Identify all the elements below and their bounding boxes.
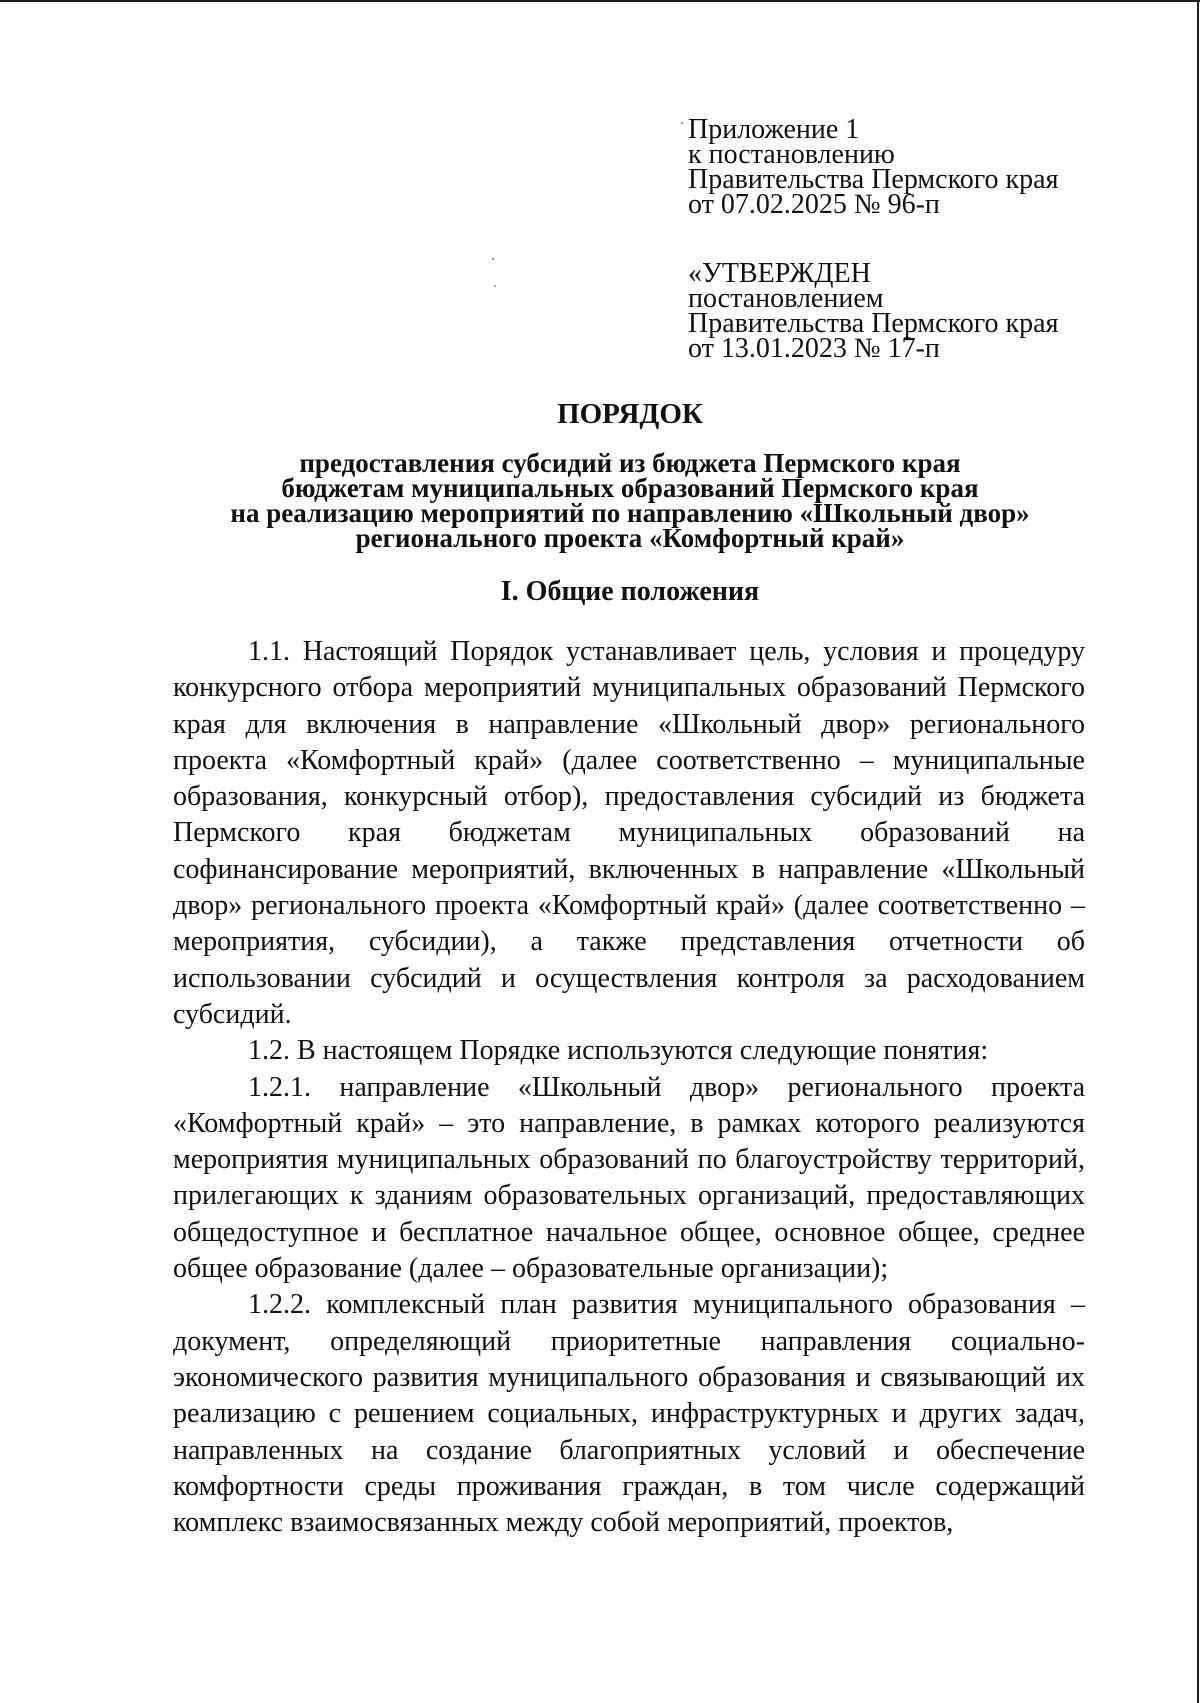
scan-edge-right: [1197, 0, 1199, 1703]
document-body: [173, 634, 1085, 1541]
scan-speck: [494, 285, 496, 287]
paragraph: 1.2. В настоящем Порядке используются следующие понятия:: [248, 1035, 989, 1067]
appendix-line: Приложение 1: [688, 114, 860, 145]
scan-edge-top: [0, 0, 1200, 2]
document-title: ПОРЯДОК: [557, 398, 703, 430]
paragraph: 1.2.1. направление «Школьный двор» регионального проекта «Комфортный край» – это направление, в рамках которого реализуются мероприятия муниципальных образований по благоустройству территорий, прилегающих к зданиям образовательных организаций, предоставляющих общедоступное и бесплатное начальное общее, основное общее, среднее общее образование (далее – образовательные организации);: [173, 1071, 1085, 1285]
approval-line: «УТВЕРЖДЕН: [688, 258, 871, 289]
appendix-line: Правительства Пермского края: [688, 164, 1059, 195]
paragraph: 1.2.2. комплексный план развития муниципального образования – документ, определяющий приоритетные направления социально-экономического развития муниципального образования и связывающий их реализацию с решением социальных, инфраструктурных и других задач, направленных на создание благоприятных условий и обеспечение комфортности среды проживания граждан, в том числе содержащий комплекс взаимосвязанных между собой мероприятий, проектов,: [173, 1289, 1085, 1539]
approval-line: постановлением: [688, 283, 884, 314]
subtitle-line: регионального проекта «Комфортный край»: [355, 523, 905, 553]
subtitle-line: предоставления субсидий из бюджета Пермского края: [299, 448, 961, 478]
section-heading: I. Общие положения: [500, 576, 760, 607]
paragraph: 1.1. Настоящий Порядок устанавливает цель, условия и процедуру конкурсного отбора мероприятий муниципальных образований Пермского края для включения в направление «Школьный двор» регионального проекта «Комфортный край» (далее соответственно – муниципальные образования, конкурсный отбор), предоставления субсидий из бюджета Пермского края бюджетам муниципальных образований на софинансирование мероприятий, включенных в направление «Школьный двор» регионального проекта «Комфортный край» (далее соответственно – мероприятия, субсидии), а также представления отчетности об использовании субсидий и осуществления контроля за расходованием субсидий.: [173, 636, 1085, 1030]
appendix-line: к постановлению: [688, 139, 895, 170]
scan-speck: [681, 122, 683, 124]
approval-line: от 13.01.2023 № 17-п: [688, 333, 940, 364]
appendix-line: от 07.02.2025 № 96-п: [688, 189, 940, 220]
document-subtitle: [0, 448, 1200, 553]
subtitle-line: на реализацию мероприятий по направлению «Школьный двор»: [230, 498, 1030, 528]
appendix-reference: [688, 114, 1148, 220]
approval-line: Правительства Пермского края: [688, 308, 1059, 339]
scan-speck: [492, 258, 494, 260]
subtitle-line: бюджетам муниципальных образований Пермского края: [281, 473, 979, 503]
approval-reference: [688, 258, 1148, 364]
